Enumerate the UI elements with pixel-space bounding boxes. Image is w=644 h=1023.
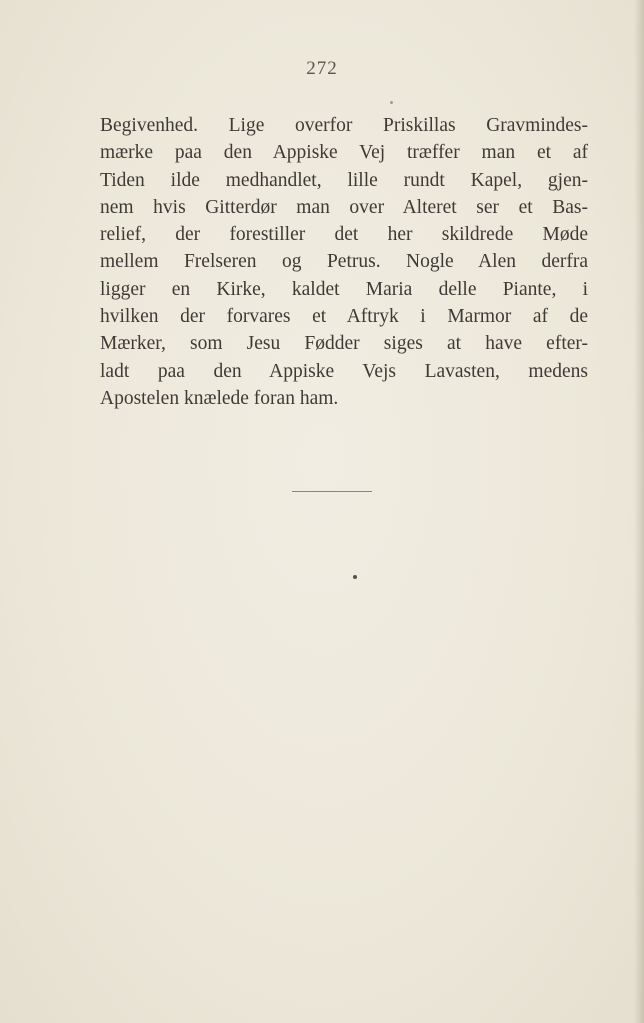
ink-speck [353, 575, 357, 579]
text-line: relief, der forestiller det her skildrede Møde [100, 224, 588, 246]
text-line: nem hvis Gitterdør man over Alteret ser et Bas- [100, 196, 588, 218]
text-line: Mærker, som Jesu Fødder siges at have efter- [100, 333, 588, 355]
text-line: Tiden ilde medhandlet, lille rundt Kapel, gjen- [100, 169, 588, 191]
text-line: Begivenhed. Lige overfor Priskillas Gravmindes- [100, 115, 588, 136]
section-rule [292, 491, 372, 492]
ink-speck [390, 101, 393, 104]
body-paragraph [100, 112, 588, 412]
text-line: ladt paa den Appiske Vejs Lavasten, medens [100, 360, 588, 382]
text-line: mellem Frelseren og Petrus. Nogle Alen derfra [100, 251, 588, 273]
text-line: mærke paa den Appiske Vej træffer man et af [100, 142, 588, 164]
page-edge-shadow [634, 0, 644, 1023]
text-line: ligger en Kirke, kaldet Maria delle Piante, i [100, 278, 588, 300]
text-line: hvilken der forvares et Aftryk i Marmor af de [100, 306, 588, 328]
page-number: 272 [306, 58, 338, 79]
text-line: Apostelen knælede foran ham. [100, 387, 339, 409]
